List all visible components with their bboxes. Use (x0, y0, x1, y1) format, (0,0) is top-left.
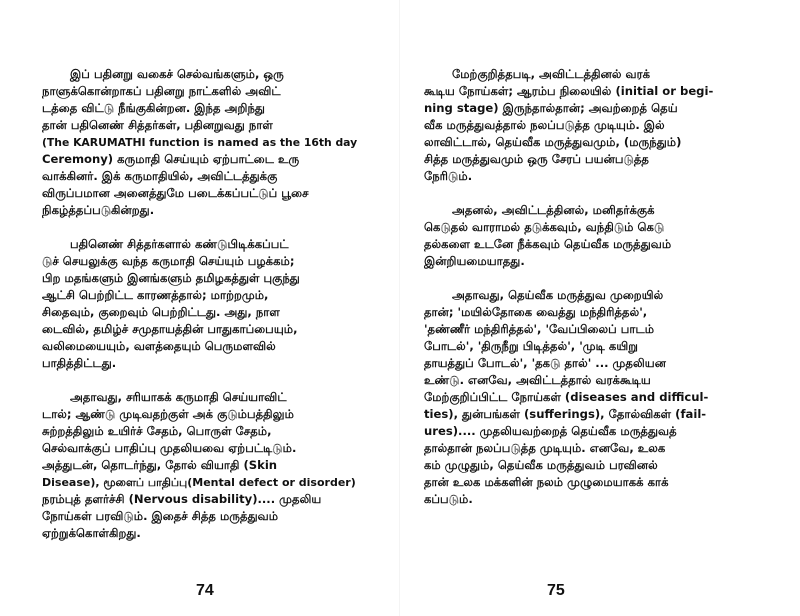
text-line: ning stage) இருந்தால்தான்; அவற்றைத் தெய் (424, 101, 678, 115)
text-line: தான் பதினெண் சித்தர்கள், பதினறுவது நாள் (42, 118, 273, 132)
text-line: தாயத்துப் போடல்', 'தகடு தால்' ... முதலியன (424, 356, 666, 370)
text-line: நிகழ்த்தப்படுகின்றது. (42, 203, 155, 217)
text-line: இப் பதினறு வகைச் செல்வங்களும், ஒரு (70, 67, 284, 81)
text-line: 'தண்ணீர் மந்திரித்தல்', 'வேப்பிலைப் பாடம் (424, 322, 655, 336)
text-line: டால்; ஆண்டு முடிவதற்குள் அக் குடும்பத்திலும் (42, 407, 294, 421)
text-line: தான்; 'மயில்தோகை வைத்து மந்திரித்தல்', (424, 305, 648, 319)
right-page-number: 75 (547, 582, 565, 599)
text-line: அதாவது, தெய்வீக மருத்துவ முறையில் (452, 288, 664, 302)
right-page-text (424, 66, 748, 508)
text-line: பாதித்திட்டது. (42, 356, 117, 370)
paragraph-gap (42, 372, 360, 389)
text-line: வாக்கினர். இக் கருமாதியில், அவிட்டத்துக்கு (42, 169, 278, 183)
text-line: டத்தை விட்டு நீங்குகின்றன. இந்த அறிந்து (42, 101, 265, 115)
text-line: போடல்', 'திருநீறு பிடித்தல்', 'முடி கயிறு (424, 339, 638, 353)
text-line: ures).... முதலியவற்றைத் தெய்வீக மருத்துவத் (424, 424, 677, 438)
text-line: ஆட்சி பெற்றிட்ட காரணத்தால்; மாற்றமும், (42, 288, 269, 302)
text-line: Disease), மூளைப் பாதிப்பு(Mental defect or disorder) (42, 476, 356, 489)
text-line: பிற மதங்களும் இனங்களும் தமிழகத்துள் புகுந்து (42, 271, 300, 285)
text-line: நரம்புத் தளர்ச்சி (Nervous disability).... முதலிய (42, 492, 322, 506)
paragraph-gap (424, 185, 748, 202)
text-line: விருப்பமான அனைத்துமே படைக்கப்பட்டுப் பூசை (42, 186, 309, 200)
text-line: இன்றியமையாதது. (424, 254, 525, 268)
text-line: டைவில், தமிழ்ச் சமுதாயத்தின் பாதுகாப்பையும், (42, 322, 298, 336)
paragraph-gap (424, 270, 748, 287)
text-line: Ceremony) கருமாதி செய்யும் ஏற்பாட்டை உரு (42, 152, 300, 166)
text-line: ஏற்றுக்கொள்கிறது. (42, 526, 141, 540)
text-line: டுச் செயலுக்கு வந்த கருமாதி செய்யும் பழக்கம்; (42, 254, 295, 268)
text-line: மேற்குறிப்பிட்ட நோய்கள் (diseases and difficul- (424, 390, 709, 404)
text-line: (The KARUMATHI function is named as the 16th day (42, 136, 358, 149)
text-line: வலிமையையும், வளத்தையும் பெருமளவில் (42, 339, 276, 353)
text-line: தால்தான் நலப்படுத்த முடியும். எனவே, உலக (424, 441, 666, 455)
text-line: நாளுக்கொன்றாகப் பதினறு நாட்களில் அவிட் (42, 84, 281, 98)
text-line: சித்த மருத்துவமும் ஒரு சேரப் பயன்படுத்த (424, 152, 649, 166)
text-line: உண்டு. எனவே, அவிட்டத்தால் வரக்கூடிய (424, 373, 651, 387)
text-line: கூடிய நோய்கள்; ஆரம்ப நிலையில் (initial or begi- (424, 84, 714, 98)
right-page (400, 0, 800, 616)
text-line: அதனல், அவிட்டத்தினல், மனிதர்க்குக் (452, 203, 655, 217)
text-line: மேற்குறித்தபடி, அவிட்டத்தினல் வரக் (452, 67, 651, 81)
text-line: ties), துன்பங்கள் (sufferings), தோல்விகள் (fail- (424, 407, 707, 421)
text-line: லாவிட்டால், தெய்வீக மருத்துவமும், (மருந்தும்) (424, 135, 682, 149)
text-line: தான் உலக மக்களின் நலம் முழுமையாகக் காக் (424, 475, 669, 489)
paragraph-gap (42, 219, 360, 236)
text-line: பதினெண் சித்தர்களால் கண்டுபிடிக்கப்பட் (70, 237, 289, 251)
text-line: அத்துடன், தொடர்ந்து, தோல் வியாதி (Skin (42, 458, 278, 472)
text-line: சிதைவும், குறைவும் பெற்றிட்டது. அது, நாள (42, 305, 280, 319)
text-line: கப்படும். (424, 492, 473, 506)
text-line: செல்வாக்குப் பாதிப்பு முதலியவை ஏற்பட்டிடும். (42, 441, 297, 455)
text-line: வீக மருத்துவத்தால் நலப்படுத்த முடியும். இல் (424, 118, 665, 132)
text-line: கெடுதல் வாராமல் தடுக்கவும், வந்திடும் கெடு (424, 220, 665, 234)
text-line: தல்களை உடனே நீக்கவும் தெய்வீக மருத்துவம் (424, 237, 672, 251)
text-line: கம் முழுதும், தெய்வீக மருத்துவம் பரவினல் (424, 458, 658, 472)
left-page-text (42, 66, 360, 542)
text-line: அதாவது, சரியாகக் கருமாதி செய்யாவிட் (70, 390, 287, 404)
text-line: நோய்கள் பரவிடும். இதைச் சித்த மருத்துவம் (42, 509, 279, 523)
left-page-number: 74 (196, 582, 214, 599)
text-line: நேரிடும். (424, 169, 473, 183)
text-line: சுற்றத்திலும் உயிர்ச் சேதம், பொருள் சேதம், (42, 424, 272, 438)
